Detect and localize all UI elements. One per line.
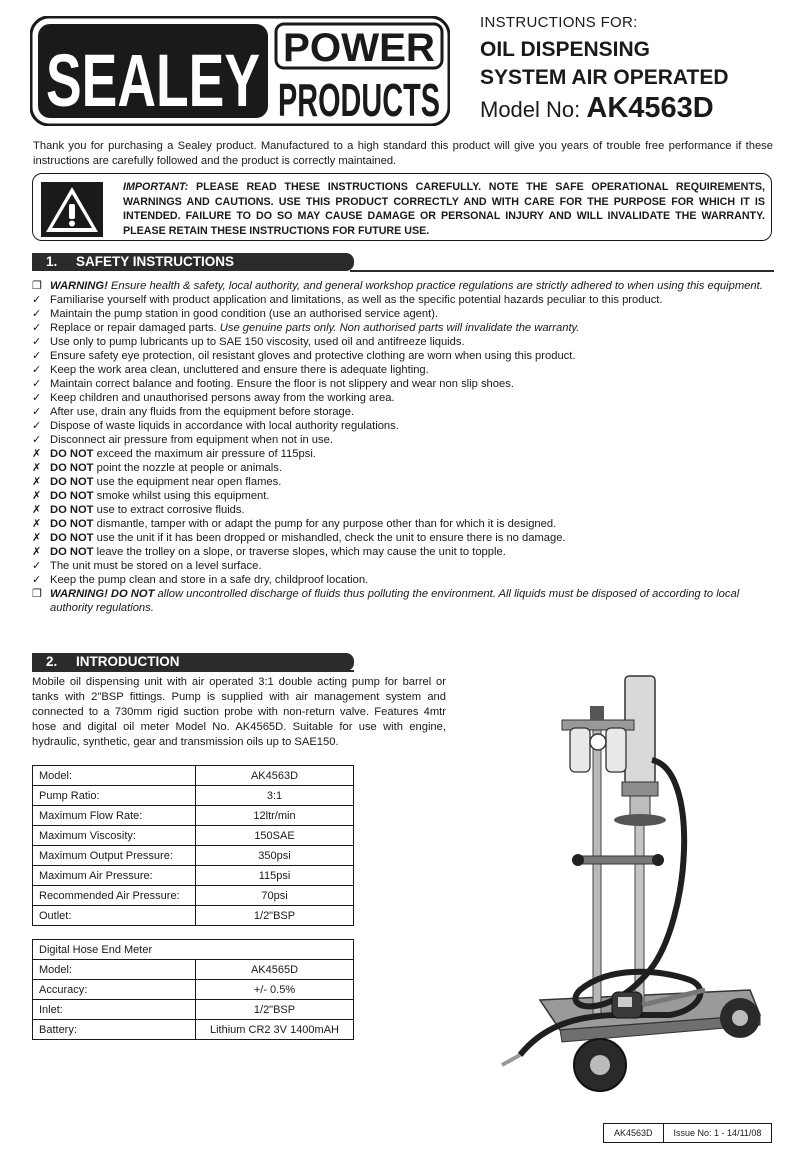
safety-item-keyword: DO NOT (50, 462, 94, 474)
safety-item (32, 335, 772, 349)
bullet-mark-icon: ✓ (32, 322, 42, 334)
safety-item (32, 587, 772, 615)
safety-item-text: Ensure safety eye protection, oil resistant gloves and protective clothing are worn when using this product. (50, 350, 576, 362)
spec-label: Accuracy: (33, 980, 196, 1000)
introduction-paragraph: Mobile oil dispensing unit with air operated 3:1 double acting pump for barrel or tanks with 2"BSP fittings. Pump is supplied with air management system and connected to a 730mm rigid suction probe with non-return valve. Features 4mtr hose and digital oil meter Model No. AK4565D. Suitable for use with engine, hydraulic, synthetic, gear and transmission oils up to SAE150. (32, 676, 446, 748)
section-header-introduction (32, 653, 354, 671)
safety-item-keyword: DO NOT (50, 476, 94, 488)
spec-label: Maximum Viscosity: (33, 826, 196, 846)
safety-item-text: Ensure health & safety, local authority, and general workshop practice regulations are strictly adhered to when using this equipment. (107, 280, 763, 292)
table-row (33, 806, 354, 826)
bullet-mark-icon: ✗ (32, 490, 42, 502)
table-row (33, 826, 354, 846)
safety-item (32, 559, 772, 573)
safety-item-text: dismantle, tamper with or adapt the pump for any purpose other than for which it is designed. (93, 518, 557, 530)
spec-label: Maximum Output Pressure: (33, 846, 196, 866)
safety-item-text: use the equipment near open flames. (93, 476, 282, 488)
spec-label: Outlet: (33, 906, 196, 926)
safety-item (32, 307, 772, 321)
intro-paragraph: Thank you for purchasing a Sealey product. Manufactured to a high standard this product will give you years of trouble free performance if these instructions are carefully followed and the product is correctly maintained. (33, 140, 773, 167)
section-divider (350, 270, 774, 272)
spec-label: Inlet: (33, 1000, 196, 1020)
safety-item-text: allow uncontrolled discharge of fluids thus polluting the environment. All liquids must be disposed of according to local authority regulations. (50, 588, 740, 614)
safety-item (32, 321, 772, 335)
spec-value: 70psi (196, 886, 354, 906)
safety-item-text: Maintain the pump station in good condition (use an authorised service agent). (50, 308, 439, 320)
safety-item (32, 391, 772, 405)
safety-item-text: exceed the maximum air pressure of 115psi. (93, 448, 316, 460)
spec-value: Lithium CR2 3V 1400mAH (196, 1020, 354, 1040)
logo-power-text: POWER (283, 26, 436, 70)
table-row (33, 906, 354, 926)
spec-label: Recommended Air Pressure: (33, 886, 196, 906)
table-row (33, 766, 354, 786)
spec-label: Maximum Air Pressure: (33, 866, 196, 886)
spec-value: AK4563D (196, 766, 354, 786)
section-number: 1. (46, 254, 58, 269)
safety-item-text: Dispose of waste liquids in accordance with local authority regulations. (50, 420, 399, 432)
safety-item-text: use the unit if it has been dropped or mishandled, check the unit to ensure there is no damage. (93, 532, 566, 544)
important-label: IMPORTANT: (123, 181, 189, 193)
safety-item-text: Keep the work area clean, uncluttered and ensure there is adequate lighting. (50, 364, 429, 376)
safety-item-text: After use, drain any fluids from the equipment before storage. (50, 406, 355, 418)
spec-value: 12ltr/min (196, 806, 354, 826)
model-number: AK4563D (586, 92, 714, 124)
safety-item-keyword: DO NOT (50, 448, 94, 460)
safety-item-text: Disconnect air pressure from equipment when not in use. (50, 434, 333, 446)
bullet-mark-icon: ✓ (32, 350, 42, 362)
safety-item-keyword: WARNING! (50, 280, 108, 292)
meter-table-heading: Digital Hose End Meter (33, 940, 354, 960)
bullet-mark-icon: ✓ (32, 364, 42, 376)
safety-item-text: use to extract corrosive fluids. (93, 504, 245, 516)
footer-issue: Issue No: 1 - 14/11/08 (663, 1124, 772, 1142)
spec-label: Model: (33, 766, 196, 786)
safety-item-text: Maintain correct balance and footing. Ensure the floor is not slippery and wear non slip shoes. (50, 378, 514, 390)
safety-item-text: Use only to pump lubricants up to SAE 150 viscosity, used oil and antifreeze liquids. (50, 336, 465, 348)
table-row (33, 1020, 354, 1040)
safety-item-keyword: DO NOT (50, 490, 94, 502)
important-text (123, 180, 765, 238)
safety-item-keyword: WARNING! DO NOT (50, 588, 155, 600)
table-row (33, 1000, 354, 1020)
spec-label: Model: (33, 960, 196, 980)
safety-item (32, 363, 772, 377)
safety-item (32, 573, 772, 587)
spec-value: AK4565D (196, 960, 354, 980)
table-heading-row (33, 940, 354, 960)
section-header-safety (32, 253, 354, 271)
document-title (480, 36, 729, 92)
safety-item (32, 545, 772, 559)
safety-item-text: point the nozzle at people or animals. (93, 462, 282, 474)
bullet-mark-icon: ✓ (32, 420, 42, 432)
title-line-1: OIL DISPENSING (480, 38, 650, 61)
spec-value: 3:1 (196, 786, 354, 806)
bullet-mark-icon: ✓ (32, 308, 42, 320)
bullet-mark-icon: ✓ (32, 336, 42, 348)
important-body: PLEASE READ THESE INSTRUCTIONS CAREFULLY. NOTE THE SAFE OPERATIONAL REQUIREMENTS, WARNINGS AND CAUTIONS. USE THIS PRODUCT CORRECTLY AND WITH CARE FOR THE PURPOSE FOR WHICH IT IS INTENDED. FAILURE TO DO SO MAY CAUSE DAMAGE OR PERSONAL INJURY AND WILL INVALIDATE THE WARRANTY. PLEASE RETAIN THESE INSTRUCTIONS FOR FUTURE USE. (123, 181, 765, 237)
safety-item-text: Keep the pump clean and store in a safe dry, childproof location. (50, 574, 369, 586)
safety-item (32, 475, 772, 489)
bullet-mark-icon: ✓ (32, 434, 42, 446)
safety-item-text: leave the trolley on a slope, or traverse slopes, which may cause the unit to topple. (93, 546, 506, 558)
safety-item-keyword: DO NOT (50, 546, 94, 558)
safety-item (32, 433, 772, 447)
bullet-mark-icon: ✓ (32, 294, 42, 306)
title-line-2: SYSTEM AIR OPERATED (480, 66, 729, 89)
spec-label: Battery: (33, 1020, 196, 1040)
safety-item-text: The unit must be stored on a level surface. (50, 560, 262, 572)
safety-item-text: Keep children and unauthorised persons away from the working area. (50, 392, 395, 404)
safety-item (32, 349, 772, 363)
safety-item-keyword: DO NOT (50, 532, 94, 544)
table-row (33, 846, 354, 866)
safety-item-text: Replace or repair damaged parts. (50, 322, 220, 334)
footer-issue-box (603, 1123, 772, 1143)
bullet-mark-icon: ✗ (32, 532, 42, 544)
logo-sealey-text: SEALEY (46, 39, 260, 122)
safety-item (32, 531, 772, 545)
bullet-mark-icon: ✓ (32, 574, 42, 586)
logo-products-text: PRODUCTS (278, 74, 440, 126)
bullet-mark-icon: ✓ (32, 392, 42, 404)
safety-item (32, 461, 772, 475)
section-number: 2. (46, 654, 58, 669)
safety-item (32, 279, 772, 293)
bullet-mark-icon: ✗ (32, 518, 42, 530)
bullet-mark-icon: ✓ (32, 560, 42, 572)
section-title: INTRODUCTION (76, 654, 180, 669)
safety-item (32, 517, 772, 531)
table-row (33, 886, 354, 906)
model-number-heading (480, 92, 714, 125)
bullet-mark-icon: ✓ (32, 378, 42, 390)
spec-value: 1/2"BSP (196, 1000, 354, 1020)
safety-item (32, 503, 772, 517)
instructions-for-label: INSTRUCTIONS FOR: (480, 14, 638, 31)
bullet-mark-icon: ✗ (32, 546, 42, 558)
safety-instructions-list (32, 279, 772, 615)
meter-specification-table (32, 939, 354, 1040)
table-row (33, 960, 354, 980)
table-row (33, 786, 354, 806)
safety-item-italic-text: Use genuine parts only. Non authorised parts will invalidate the warranty. (219, 322, 580, 334)
model-label: Model No: (480, 97, 587, 122)
safety-item (32, 489, 772, 503)
bullet-mark-icon: ✗ (32, 462, 42, 474)
safety-item (32, 447, 772, 461)
bullet-mark-icon: ✓ (32, 406, 42, 418)
bullet-mark-icon: ✗ (32, 448, 42, 460)
spec-label: Maximum Flow Rate: (33, 806, 196, 826)
oil-dispensing-trolley-illustration (500, 670, 770, 1110)
bullet-mark-icon: ❐ (32, 280, 42, 292)
safety-item-text: Familiarise yourself with product application and limitations, as well as the specific potential hazards peculiar to this product. (50, 294, 663, 306)
spec-value: 1/2"BSP (196, 906, 354, 926)
table-row (33, 980, 354, 1000)
safety-item (32, 405, 772, 419)
spec-value: 350psi (196, 846, 354, 866)
spec-label: Pump Ratio: (33, 786, 196, 806)
footer-model: AK4563D (614, 1128, 653, 1138)
spec-value: 150SAE (196, 826, 354, 846)
spec-value: 115psi (196, 866, 354, 886)
section-title: SAFETY INSTRUCTIONS (76, 254, 235, 269)
safety-item-keyword: DO NOT (50, 504, 94, 516)
safety-item-keyword: DO NOT (50, 518, 94, 530)
safety-item (32, 377, 772, 391)
bullet-mark-icon: ✗ (32, 476, 42, 488)
bullet-mark-icon: ❐ (32, 588, 42, 600)
sealey-power-products-logo (30, 16, 450, 126)
safety-item (32, 419, 772, 433)
important-warning-box (32, 173, 772, 241)
specification-table (32, 765, 354, 926)
safety-item (32, 293, 772, 307)
section-divider (32, 670, 354, 672)
table-row (33, 866, 354, 886)
spec-value: +/- 0.5% (196, 980, 354, 1000)
bullet-mark-icon: ✗ (32, 504, 42, 516)
warning-triangle-icon (41, 182, 103, 237)
safety-item-text: smoke whilst using this equipment. (93, 490, 270, 502)
